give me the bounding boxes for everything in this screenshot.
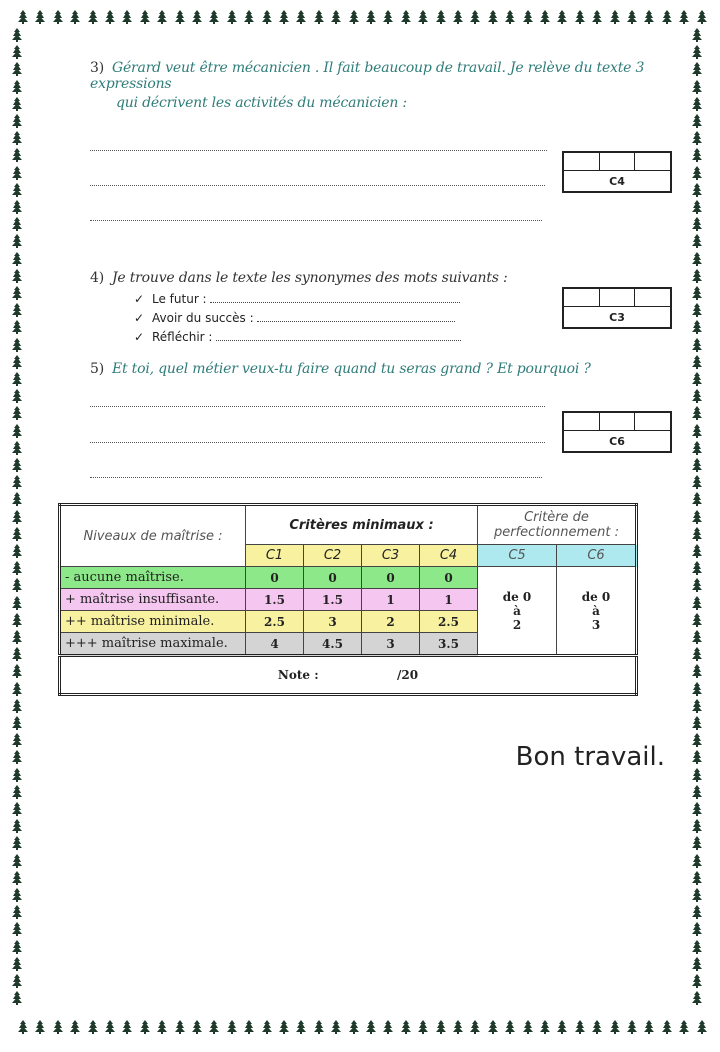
tree-icon	[627, 10, 637, 24]
tree-icon	[692, 183, 702, 197]
tree-icon	[279, 10, 289, 24]
tree-icon	[122, 1020, 132, 1034]
tree-icon	[175, 10, 185, 24]
tree-icon	[692, 45, 702, 59]
tree-icon	[692, 922, 702, 936]
score-cell: 0	[246, 567, 304, 589]
tree-icon	[505, 10, 515, 24]
answer-line[interactable]	[90, 150, 547, 151]
tree-icon	[12, 544, 22, 558]
tree-icon	[12, 97, 22, 111]
tree-icon	[610, 1020, 620, 1034]
tree-icon	[12, 148, 22, 162]
tree-icon	[12, 166, 22, 180]
score-cell: 1	[420, 589, 478, 611]
tree-icon	[12, 905, 22, 919]
tree-icon	[12, 200, 22, 214]
tree-icon	[453, 10, 463, 24]
tree-icon	[140, 10, 150, 24]
tree-icon	[692, 682, 702, 696]
tree-icon	[692, 234, 702, 248]
tree-icon	[692, 286, 702, 300]
tree-icon	[679, 10, 689, 24]
tree-icon	[662, 10, 672, 24]
tree-icon	[262, 1020, 272, 1034]
tree-icon	[349, 1020, 359, 1034]
column-header-c5: C5	[478, 545, 557, 567]
tree-icon	[366, 10, 376, 24]
tree-icon	[88, 1020, 98, 1034]
tree-icon	[383, 1020, 393, 1034]
question-3-text: Gérard veut être mécanicien . Il fait beaucoup de travail. Je relève du texte 3 expressions	[90, 60, 645, 92]
score-cell: 1	[362, 589, 420, 611]
range-sep: à	[513, 603, 521, 618]
tree-icon	[209, 10, 219, 24]
tree-icon	[575, 1020, 585, 1034]
tree-icon	[692, 475, 702, 489]
tree-icon	[140, 1020, 150, 1034]
tree-icon	[12, 372, 22, 386]
tree-icon	[692, 424, 702, 438]
tree-icon	[679, 1020, 689, 1034]
level-label: + maîtrise insuffisante.	[60, 589, 246, 611]
tree-icon	[692, 699, 702, 713]
tree-icon	[692, 733, 702, 747]
tree-icon	[331, 10, 341, 24]
tree-icon	[53, 10, 63, 24]
answer-line[interactable]	[90, 220, 542, 221]
tree-icon	[692, 613, 702, 627]
tree-icon	[692, 647, 702, 661]
tree-icon	[12, 424, 22, 438]
tree-icon	[12, 269, 22, 283]
tree-icon	[314, 10, 324, 24]
criteria-box-c3	[562, 287, 672, 329]
tree-icon	[692, 871, 702, 885]
column-header-c2: C2	[304, 545, 362, 567]
tree-icon	[692, 561, 702, 575]
tree-icon	[692, 819, 702, 833]
checkmark-icon: ✓	[134, 292, 145, 306]
tree-icon	[12, 957, 22, 971]
tree-icon	[12, 596, 22, 610]
tree-icon	[12, 131, 22, 145]
tree-icon	[692, 578, 702, 592]
tree-icon	[692, 355, 702, 369]
level-label: ++ maîtrise minimale.	[60, 611, 246, 633]
tree-icon	[12, 320, 22, 334]
tree-icon	[692, 269, 702, 283]
tree-icon	[122, 10, 132, 24]
criteria-label: C3	[609, 311, 625, 324]
tree-icon	[401, 1020, 411, 1034]
tree-icon	[436, 1020, 446, 1034]
table-row	[60, 567, 637, 589]
tree-icon	[12, 389, 22, 403]
tree-icon	[12, 578, 22, 592]
tree-icon	[470, 10, 480, 24]
synonym-label: Avoir du succès :	[152, 311, 254, 325]
tree-icon	[157, 1020, 167, 1034]
tree-icon	[692, 836, 702, 850]
tree-icon	[12, 183, 22, 197]
question-4	[90, 270, 508, 286]
c5-range	[478, 567, 557, 656]
score-cell: 2.5	[246, 611, 304, 633]
criteria-box-c4	[562, 151, 672, 193]
score-cell: 0	[304, 567, 362, 589]
tree-icon	[366, 1020, 376, 1034]
synonym-item	[134, 330, 461, 344]
tree-icon	[53, 1020, 63, 1034]
tree-icon	[692, 974, 702, 988]
tree-icon	[697, 1020, 707, 1034]
tree-icon	[383, 10, 393, 24]
tree-icon	[70, 10, 80, 24]
tree-icon	[662, 1020, 672, 1034]
answer-line[interactable]	[216, 330, 461, 341]
question-5-number: 5)	[90, 361, 104, 377]
answer-line[interactable]	[90, 477, 542, 478]
tree-icon	[692, 389, 702, 403]
tree-icon	[12, 699, 22, 713]
tree-icon	[12, 802, 22, 816]
grading-table	[58, 503, 638, 696]
tree-icon	[12, 234, 22, 248]
tree-icon	[627, 1020, 637, 1034]
tree-icon	[12, 217, 22, 231]
tree-icon	[692, 200, 702, 214]
tree-icon	[12, 854, 22, 868]
c6-range	[557, 567, 637, 656]
tree-icon	[12, 888, 22, 902]
level-label: - aucune maîtrise.	[60, 567, 246, 589]
tree-icon	[12, 338, 22, 352]
score-cell: 2.5	[420, 611, 478, 633]
tree-icon	[12, 836, 22, 850]
tree-icon	[331, 1020, 341, 1034]
tree-icon	[12, 527, 22, 541]
tree-icon	[692, 527, 702, 541]
tree-icon	[12, 286, 22, 300]
tree-icon	[692, 664, 702, 678]
tree-icon	[523, 10, 533, 24]
tree-icon	[692, 750, 702, 764]
tree-icon	[12, 561, 22, 575]
column-header-c4: C4	[420, 545, 478, 567]
tree-icon	[697, 10, 707, 24]
score-cell: 4.5	[304, 633, 362, 656]
synonym-item	[134, 292, 460, 306]
tree-icon	[12, 62, 22, 76]
tree-icon	[35, 1020, 45, 1034]
tree-icon	[692, 991, 702, 1005]
tree-icon	[12, 682, 22, 696]
tree-icon	[692, 338, 702, 352]
score-cell: 3	[362, 633, 420, 656]
score-cell: 4	[246, 633, 304, 656]
levels-header: Niveaux de maîtrise :	[60, 505, 246, 567]
tree-icon	[692, 131, 702, 145]
range-from: de 0	[581, 589, 611, 604]
tree-icon	[12, 355, 22, 369]
tree-icon	[523, 1020, 533, 1034]
tree-icon	[692, 854, 702, 868]
tree-icon	[470, 1020, 480, 1034]
tree-icon	[70, 1020, 80, 1034]
tree-icon	[12, 768, 22, 782]
tree-icon	[12, 80, 22, 94]
tree-icon	[692, 303, 702, 317]
tree-icon	[12, 114, 22, 128]
tree-icon	[175, 1020, 185, 1034]
tree-icon	[610, 10, 620, 24]
range-sep: à	[592, 603, 600, 618]
question-5-text: Et toi, quel métier veux-tu faire quand tu seras grand ? Et pourquoi ?	[111, 361, 591, 377]
tree-icon	[575, 10, 585, 24]
tree-icon	[692, 372, 702, 386]
tree-icon	[12, 733, 22, 747]
tree-icon	[12, 922, 22, 936]
tree-icon	[692, 114, 702, 128]
tree-icon	[692, 905, 702, 919]
range-to: 3	[591, 617, 601, 632]
tree-icon	[692, 320, 702, 334]
tree-icon	[692, 166, 702, 180]
answer-line[interactable]	[90, 442, 545, 443]
tree-icon	[557, 1020, 567, 1034]
synonym-label: Réfléchir :	[152, 330, 213, 344]
tree-icon	[296, 1020, 306, 1034]
score-cell: 1.5	[246, 589, 304, 611]
tree-icon	[12, 991, 22, 1005]
tree-icon	[540, 10, 550, 24]
score-cell: 0	[420, 567, 478, 589]
tree-icon	[692, 252, 702, 266]
answer-line[interactable]	[90, 406, 545, 407]
criteria-box-c6	[562, 411, 672, 453]
tree-icon	[18, 10, 28, 24]
closing-message: Bon travail.	[515, 742, 665, 772]
tree-icon	[692, 544, 702, 558]
tree-icon	[12, 819, 22, 833]
tree-icon	[12, 785, 22, 799]
tree-icon	[692, 510, 702, 524]
tree-icon	[12, 716, 22, 730]
question-3-number: 3)	[90, 60, 104, 76]
tree-icon	[592, 10, 602, 24]
tree-icon	[35, 10, 45, 24]
score-cell: 3	[304, 611, 362, 633]
tree-icon	[692, 441, 702, 455]
tree-icon	[692, 630, 702, 644]
tree-icon	[192, 1020, 202, 1034]
tree-icon	[12, 441, 22, 455]
range-from: de 0	[502, 589, 532, 604]
tree-icon	[314, 1020, 324, 1034]
tree-icon	[692, 596, 702, 610]
tree-icon	[644, 1020, 654, 1034]
tree-icon	[644, 10, 654, 24]
tree-icon	[692, 957, 702, 971]
tree-icon	[88, 10, 98, 24]
synonym-item	[134, 311, 455, 325]
tree-icon	[12, 475, 22, 489]
tree-icon	[244, 10, 254, 24]
tree-icon	[592, 1020, 602, 1034]
note-label: Note :	[277, 668, 319, 682]
answer-line[interactable]	[257, 311, 455, 322]
tree-icon	[505, 1020, 515, 1034]
tree-icon	[12, 458, 22, 472]
tree-icon	[157, 10, 167, 24]
tree-icon	[692, 97, 702, 111]
tree-icon	[349, 10, 359, 24]
tree-icon	[12, 492, 22, 506]
synonym-label: Le futur :	[152, 292, 207, 306]
tree-icon	[401, 10, 411, 24]
answer-line[interactable]	[210, 292, 460, 303]
score-cell: 0	[362, 567, 420, 589]
question-5	[90, 361, 591, 377]
checkmark-icon: ✓	[134, 311, 145, 325]
question-4-number: 4)	[90, 270, 104, 286]
tree-icon	[12, 45, 22, 59]
tree-icon	[12, 664, 22, 678]
tree-icon	[12, 613, 22, 627]
tree-icon	[209, 1020, 219, 1034]
tree-icon	[192, 10, 202, 24]
tree-icon	[418, 10, 428, 24]
range-to: 2	[512, 617, 522, 632]
tree-icon	[227, 10, 237, 24]
answer-line[interactable]	[90, 185, 545, 186]
tree-icon	[12, 303, 22, 317]
tree-icon	[12, 750, 22, 764]
note-total: /20	[397, 668, 419, 682]
column-header-c6: C6	[557, 545, 637, 567]
tree-icon	[18, 1020, 28, 1034]
minimal-criteria-header: Critères minimaux :	[246, 505, 478, 545]
tree-icon	[692, 768, 702, 782]
tree-icon	[12, 28, 22, 42]
tree-icon	[279, 1020, 289, 1034]
tree-icon	[105, 1020, 115, 1034]
tree-icon	[453, 1020, 463, 1034]
tree-icon	[227, 1020, 237, 1034]
perfection-criteria-header: Critère de perfectionnement :	[478, 505, 637, 545]
tree-icon	[692, 940, 702, 954]
tree-icon	[244, 1020, 254, 1034]
criteria-label: C6	[609, 435, 625, 448]
score-cell: 3.5	[420, 633, 478, 656]
note-row	[60, 656, 637, 695]
column-header-c1: C1	[246, 545, 304, 567]
tree-icon	[692, 28, 702, 42]
checkmark-icon: ✓	[134, 330, 145, 344]
tree-icon	[692, 785, 702, 799]
tree-icon	[418, 1020, 428, 1034]
tree-icon	[12, 406, 22, 420]
tree-icon	[692, 888, 702, 902]
question-3-line-1	[90, 60, 720, 92]
column-header-c3: C3	[362, 545, 420, 567]
tree-icon	[692, 217, 702, 231]
tree-icon	[12, 630, 22, 644]
tree-icon	[12, 871, 22, 885]
tree-icon	[12, 940, 22, 954]
tree-icon	[12, 647, 22, 661]
tree-icon	[12, 974, 22, 988]
tree-icon	[692, 802, 702, 816]
tree-icon	[436, 10, 446, 24]
tree-icon	[692, 492, 702, 506]
tree-icon	[692, 458, 702, 472]
tree-icon	[105, 10, 115, 24]
tree-icon	[692, 406, 702, 420]
tree-icon	[296, 10, 306, 24]
question-3-line-2: qui décrivent les activités du mécanicien :	[116, 95, 407, 111]
criteria-label: C4	[609, 175, 625, 188]
tree-icon	[692, 716, 702, 730]
score-cell: 2	[362, 611, 420, 633]
tree-icon	[488, 10, 498, 24]
tree-icon	[692, 148, 702, 162]
tree-icon	[488, 1020, 498, 1034]
score-cell: 1.5	[304, 589, 362, 611]
question-4-text: Je trouve dans le texte les synonymes des mots suivants :	[111, 270, 508, 286]
tree-icon	[557, 10, 567, 24]
tree-icon	[540, 1020, 550, 1034]
tree-icon	[12, 252, 22, 266]
level-label: +++ maîtrise maximale.	[60, 633, 246, 656]
tree-icon	[262, 10, 272, 24]
tree-icon	[12, 510, 22, 524]
